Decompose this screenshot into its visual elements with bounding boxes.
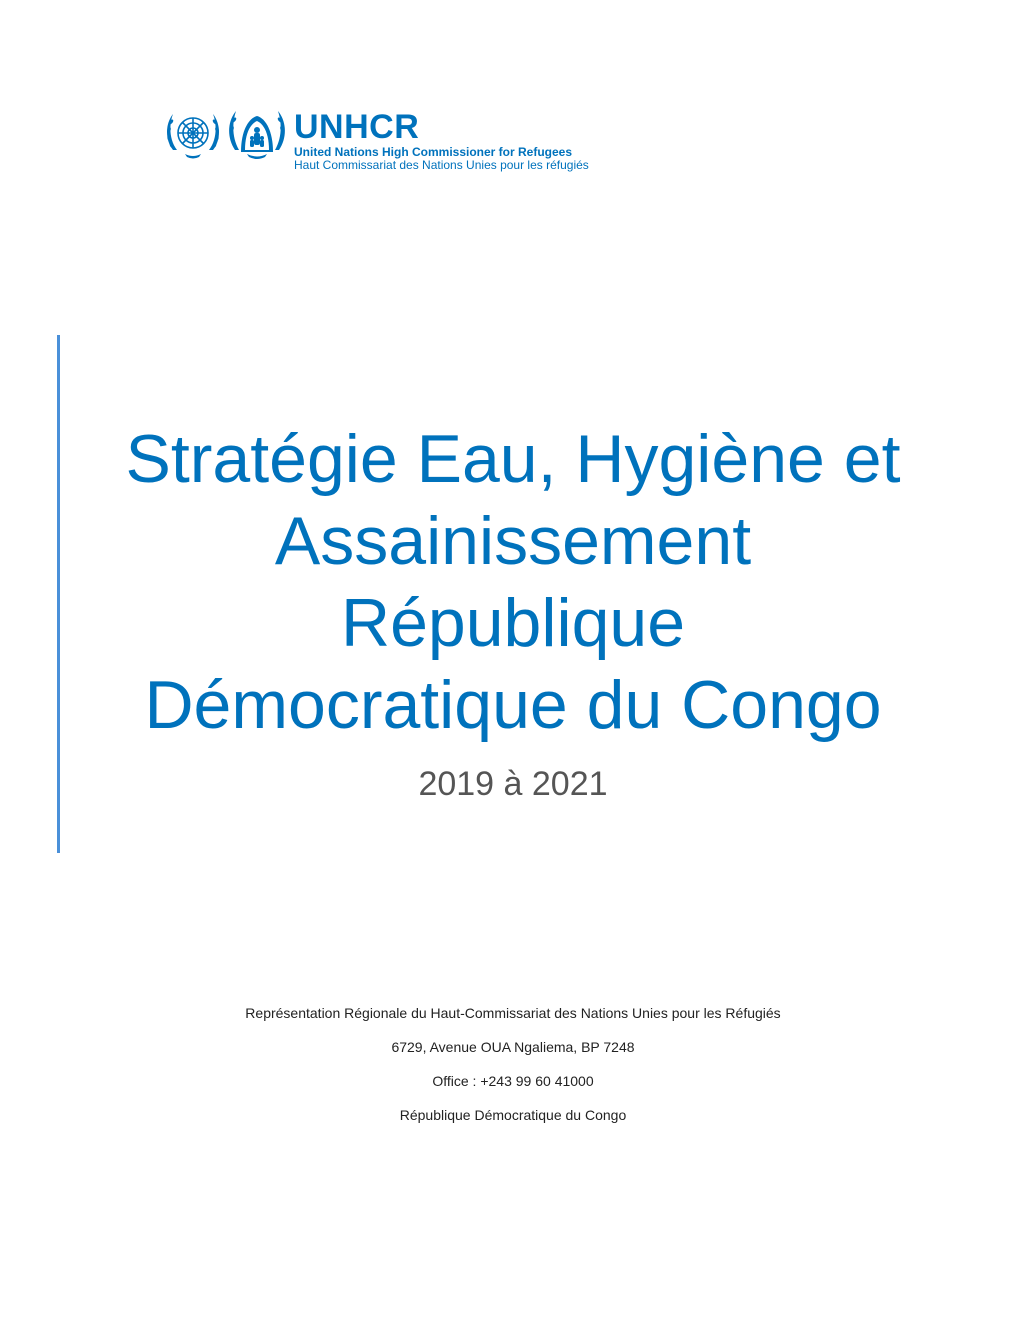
document-period: 2019 à 2021: [418, 765, 608, 803]
footer-organization: Représentation Régionale du Haut-Commissariat des Nations Unies pour les Réfugiés: [245, 1005, 781, 1021]
brand-subtitle-en: United Nations High Commissioner for Refugees: [294, 145, 573, 159]
brand-name: UNHCR: [294, 108, 420, 146]
document-title: [62, 418, 964, 746]
title-line: Assainissement: [274, 503, 752, 579]
title-line: République: [340, 585, 686, 661]
footer-address: 6729, Avenue OUA Ngaliema, BP 7248: [391, 1039, 635, 1055]
title-line: Démocratique du Congo: [144, 667, 882, 743]
title-line: Stratégie Eau, Hygiène et: [125, 421, 901, 497]
footer-office-phone: Office : +243 99 60 41000: [432, 1073, 594, 1089]
contact-footer: [62, 1002, 964, 1138]
un-emblem-icon: [163, 108, 223, 162]
footer-country: République Démocratique du Congo: [399, 1107, 627, 1123]
unhcr-logo: [163, 106, 603, 176]
brand-subtitle-fr: Haut Commissariat des Nations Unies pour les réfugiés: [294, 158, 589, 172]
accent-bar: [57, 335, 60, 853]
unhcr-emblem-icon: [227, 106, 287, 162]
